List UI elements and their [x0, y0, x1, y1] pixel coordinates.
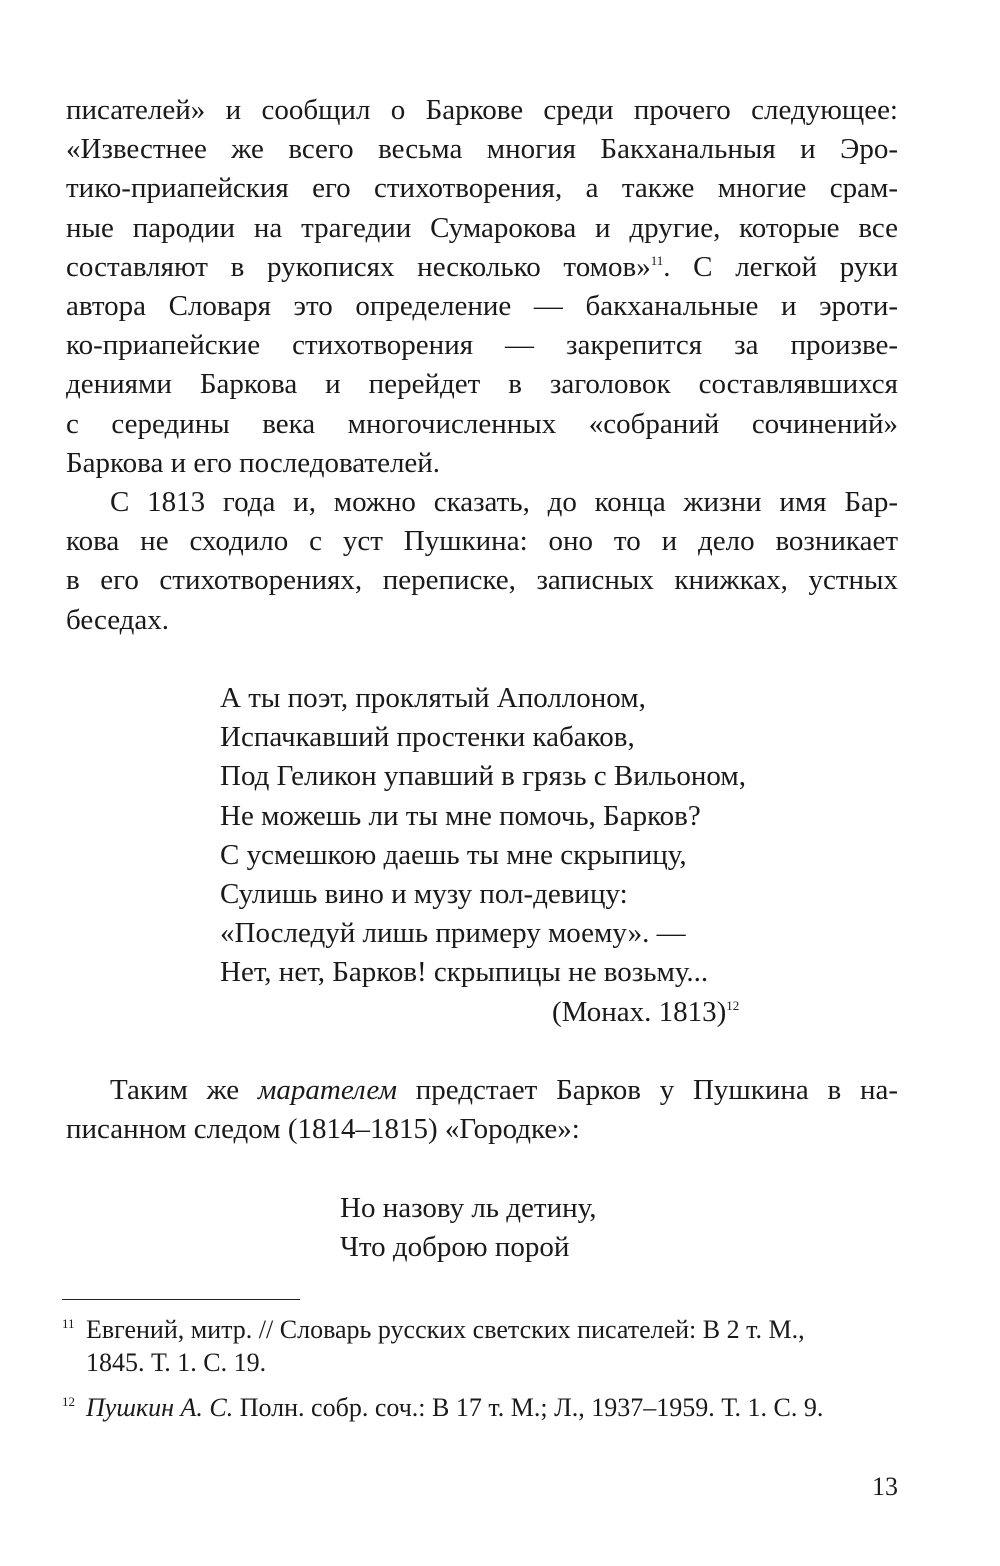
text-segment: Что доброю порой — [340, 1231, 570, 1264]
footnote-number: 11 — [62, 1316, 75, 1331]
text-segment: писанном следом (1814–1815) «Городке»: — [66, 1113, 580, 1146]
text-line — [220, 757, 820, 796]
text-line — [66, 365, 898, 404]
text-segment: Испачкавший простенки кабаков, — [220, 721, 635, 754]
text-line — [66, 209, 898, 248]
text-line — [66, 91, 898, 130]
text-segment: . С легкой руки — [663, 250, 898, 283]
text-segment: беседах. — [66, 603, 170, 636]
text-line — [552, 993, 852, 1032]
text-line — [220, 953, 820, 992]
text-segment: (Монах. 1813) — [552, 996, 727, 1028]
text-line — [66, 522, 898, 561]
text-line — [220, 718, 820, 757]
footnotes — [62, 1313, 912, 1436]
text-line — [66, 169, 898, 208]
text-segment: С 1813 года и, можно сказать, до конца жизни имя Бар- — [110, 486, 898, 518]
text-segment: ко-приапейские стихотворения — закрепится за произве- — [66, 329, 898, 362]
text-segment: предстает Барков у Пушкина в на- — [397, 1074, 898, 1106]
text-segment: Под Геликон упавший в грязь с Вильоном, — [220, 760, 746, 793]
poem-excerpt-2 — [340, 1189, 740, 1267]
text-segment: ные пародии на трагедии Сумарокова и другие, которые все — [66, 211, 898, 244]
text-line — [66, 444, 898, 483]
text-segment: марателем — [257, 1074, 397, 1106]
text-segment: А ты поэт, проклятый Аполлоном, — [220, 682, 646, 714]
text-segment: Нет, нет, Барков! скрыпицы не возьму... — [220, 956, 709, 989]
text-segment: Таким же — [110, 1074, 258, 1106]
footnote-reference: 11 — [650, 252, 664, 268]
poem-source — [552, 993, 852, 1032]
text-segment: кова не сходило с уст Пушкина: оно то и дело возникает — [66, 525, 898, 558]
text-segment: Полн. собр. соч.: В 17 т. М.; Л., 1937–1959. Т. 1. С. 9. — [233, 1393, 824, 1422]
text-segment: Евгений, митр. // Словарь русских светских писателей: В 2 т. М., — [86, 1315, 805, 1344]
text-segment: Пушкин А. С. — [86, 1393, 234, 1422]
text-line — [66, 1071, 898, 1110]
text-line — [340, 1189, 740, 1228]
footnote-line — [62, 1346, 912, 1379]
page-number: 13 — [872, 1472, 898, 1501]
text-segment: «Известнее же всего весьма многия Бакханальныя и Эро- — [66, 133, 898, 166]
footnote-line — [62, 1391, 912, 1424]
text-line — [66, 405, 898, 444]
text-line — [66, 1110, 898, 1149]
text-segment: Не можешь ли ты мне помочь, Барков? — [220, 799, 701, 832]
text-segment: писателей» и сообщил о Баркове среди прочего следующее: — [66, 94, 898, 126]
text-line — [66, 248, 898, 287]
text-line — [340, 1228, 740, 1267]
text-segment: в его стихотворениях, переписке, записных книжках, устных — [66, 564, 898, 597]
footnote-reference: 12 — [726, 998, 740, 1013]
poem-excerpt-1 — [220, 679, 820, 993]
footnote — [62, 1313, 912, 1379]
text-segment: дениями Баркова и перейдет в заголовок составлявшихся — [66, 368, 898, 401]
text-line — [220, 797, 820, 836]
text-segment: Баркова и его последователей. — [66, 446, 441, 479]
text-segment: составляют в рукописях несколько томов» — [66, 250, 651, 283]
text-segment: с середины века многочисленных «собраний сочинений» — [66, 407, 898, 440]
paragraph-3 — [66, 1071, 898, 1149]
text-line — [66, 483, 898, 522]
text-segment: 1845. Т. 1. С. 19. — [86, 1348, 267, 1377]
footnote-divider — [62, 1299, 300, 1300]
text-segment: Но назову ль детину, — [340, 1192, 597, 1224]
footnote-number: 12 — [62, 1394, 75, 1409]
text-line — [66, 601, 898, 640]
text-line — [66, 561, 898, 600]
text-line — [220, 836, 820, 875]
text-segment: автора Словаря это определение — бакханальные и эроти- — [66, 289, 898, 322]
text-line — [66, 130, 898, 169]
text-line — [220, 914, 820, 953]
text-line — [220, 679, 820, 718]
paragraph-2 — [66, 483, 898, 640]
text-segment: Сулишь вино и музу пол-девицу: — [220, 877, 628, 910]
text-segment: «Последуй лишь примеру моему». — — [220, 917, 686, 950]
text-line — [66, 326, 898, 365]
text-line — [66, 287, 898, 326]
footnote-line — [62, 1313, 912, 1346]
footnote — [62, 1391, 912, 1424]
text-segment: С усмешкою даешь ты мне скрыпицу, — [220, 838, 687, 871]
text-line — [220, 875, 820, 914]
paragraph-1 — [66, 91, 898, 483]
text-segment: тико-приапейския его стихотворения, а также многие срам- — [66, 172, 898, 205]
